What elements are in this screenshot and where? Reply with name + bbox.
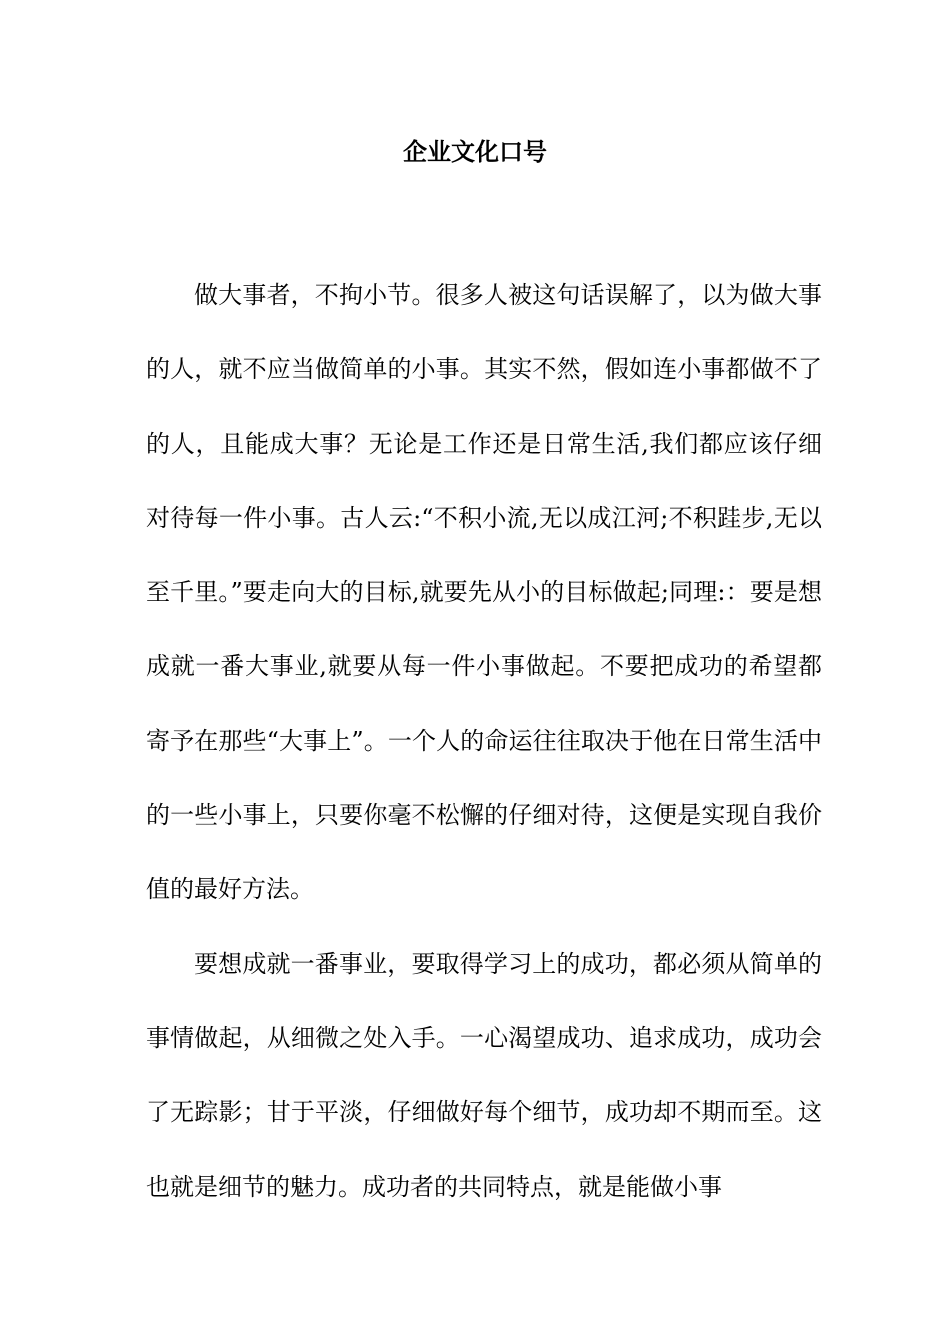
document-body — [146, 258, 822, 1224]
page-title: 企业文化口号 — [403, 137, 547, 166]
paragraph-1: 做大事者，不拘小节。很多人被这句话误解了，以为做大事的人，就不应当做简单的小事。其实不然，假如连小事都做不了的人，且能成大事？无论是工作还是日常生活,我们都应该仔细对待每一件小事。古人云:“不积小流,无以成江河;不积跬步,无以至千里。”要走向大的目标,就要先从小的目标做起;同理:：要是想成就一番大事业,就要从每一件小事做起。不要把成功的希望都寄予在那些“大事上”。一个人的命运往往取决于他在日常生活中的一些小事上，只要你毫不松懈的仔细对待，这便是实现自我价值的最好方法。 — [146, 281, 822, 904]
paragraph-2: 要想成就一番事业，要取得学习上的成功，都必须从简单的事情做起，从细微之处入手。一心渴望成功、追求成功，成功会了无踪影；甘于平淡，仔细做好每个细节，成功却不期而至。这也就是细节的魅力。成功者的共同特点，就是能做小事 — [146, 949, 822, 1201]
